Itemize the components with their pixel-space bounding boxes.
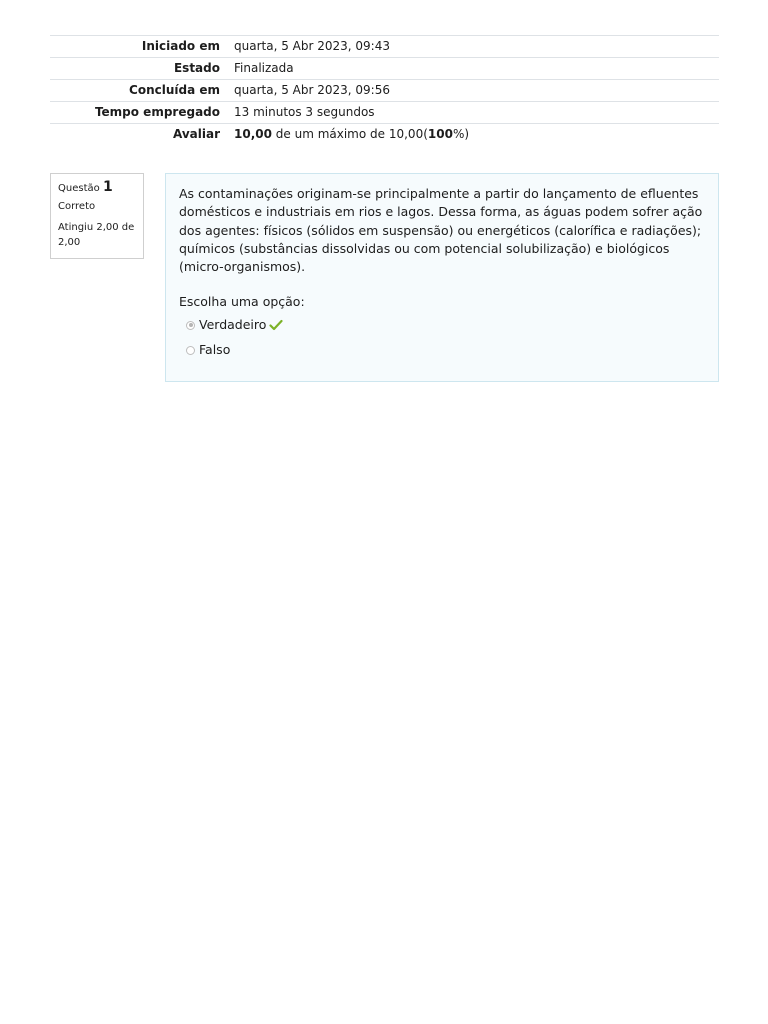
answer-prompt: Escolha uma opção: <box>179 294 305 310</box>
question-grade: Atingiu 2,00 de 2,00 <box>58 222 135 248</box>
question-content <box>165 173 719 382</box>
answer-option-false[interactable] <box>186 341 705 360</box>
radio-button[interactable] <box>186 346 195 355</box>
answer-option-true[interactable] <box>186 316 705 335</box>
summary-row-started <box>50 36 719 58</box>
question-number: 1 <box>102 179 113 195</box>
summary-value <box>234 124 719 146</box>
summary-value: quarta, 5 Abr 2023, 09:56 <box>234 83 390 97</box>
question-label: Questão <box>58 183 100 194</box>
summary-value: quarta, 5 Abr 2023, 09:43 <box>234 39 390 53</box>
summary-value: 13 minutos 3 segundos <box>234 105 375 119</box>
grade-score: 10,00 <box>234 127 272 141</box>
answer-label: Falso <box>199 342 231 358</box>
question-state: Correto <box>58 201 96 212</box>
radio-button-selected[interactable] <box>186 321 195 330</box>
summary-row-grade <box>50 124 719 146</box>
summary-row-state <box>50 58 719 80</box>
summary-label: Estado <box>173 61 220 75</box>
grade-text-end: %) <box>452 127 470 141</box>
attempt-summary-table <box>50 35 719 145</box>
grade-percent: 100 <box>427 127 453 141</box>
correct-check-icon <box>269 318 283 332</box>
summary-label: Tempo empregado <box>94 105 220 119</box>
question-info-box <box>50 173 144 259</box>
question-text: As contaminações originam-se principalmente a partir do lançamento de efluentes domésticos e industriais em rios e lagos. Dessa forma, as águas podem sofrer ação dos agentes: físicos (sólidos em suspensão) ou energéticos (calorífica e radiações); químicos (substâncias dissolvidas ou com potencial solubilização) e biológicos (micro-organismos). <box>179 186 703 275</box>
summary-row-completed <box>50 80 719 102</box>
summary-value: Finalizada <box>234 61 294 75</box>
answer-label: Verdadeiro <box>199 317 267 333</box>
summary-row-time-taken <box>50 102 719 124</box>
summary-label: Iniciado em <box>141 39 220 53</box>
grade-text: de um máximo de 10,00( <box>271 127 428 141</box>
summary-label: Concluída em <box>129 83 220 97</box>
summary-label: Avaliar <box>172 127 220 141</box>
question-number-line <box>58 180 136 196</box>
